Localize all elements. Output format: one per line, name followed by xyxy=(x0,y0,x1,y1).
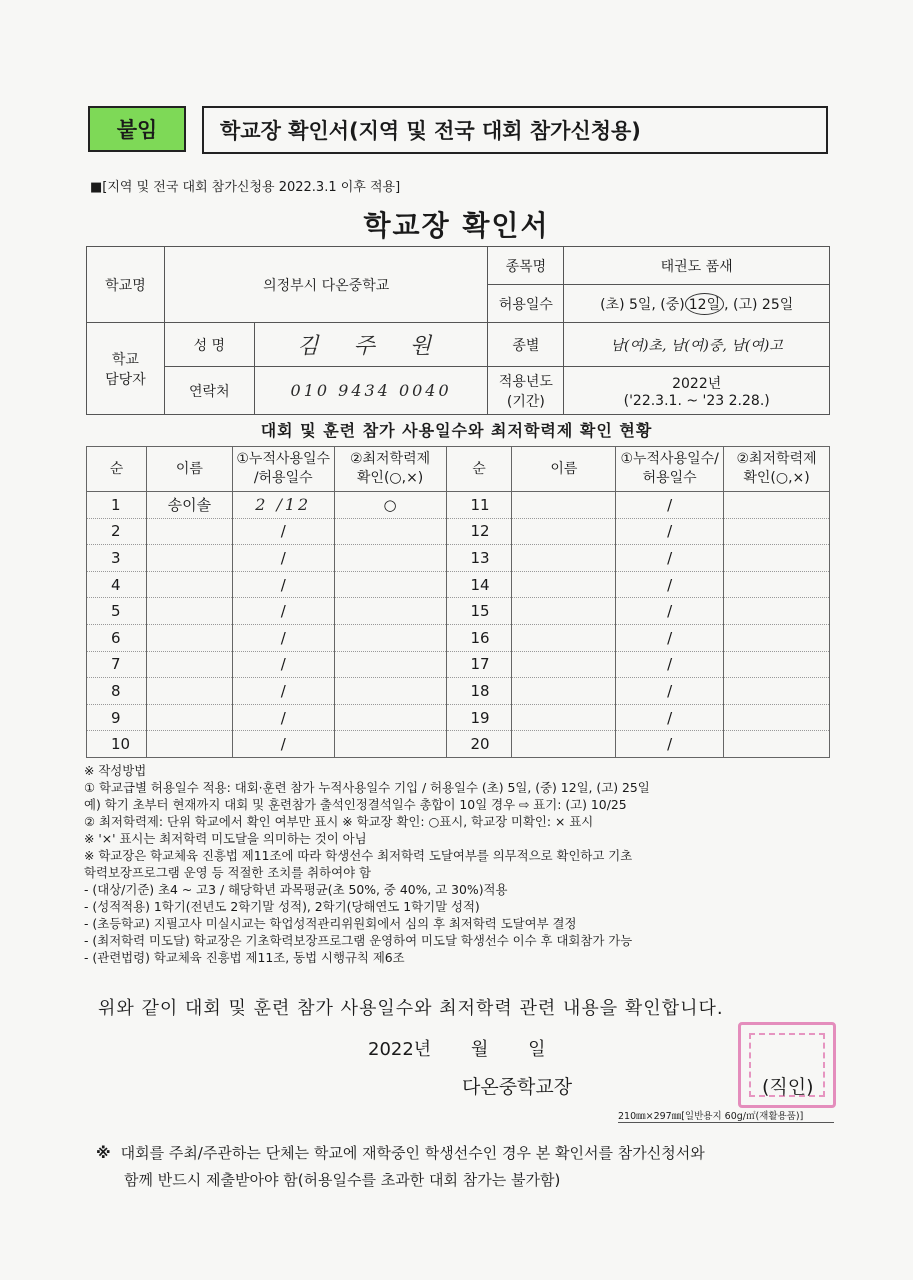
row-number: 19 xyxy=(446,704,512,731)
used-days: / xyxy=(616,704,724,731)
date-day: 일 xyxy=(528,1039,546,1060)
academic-check xyxy=(724,598,830,625)
academic-check xyxy=(334,651,446,678)
instruction-heading: ※ 작성방법 xyxy=(84,763,147,778)
student-name: 송이솔 xyxy=(146,492,232,519)
used-days: / xyxy=(616,571,724,598)
academic-check xyxy=(334,571,446,598)
student-name xyxy=(512,651,616,678)
header-days-line1: ①누적사용일수 xyxy=(236,451,331,467)
academic-check xyxy=(724,704,830,731)
signature-date xyxy=(368,1035,579,1061)
header-name-right: 이름 xyxy=(512,447,616,492)
table-row xyxy=(87,651,830,678)
used-days: / xyxy=(232,598,334,625)
seal-label: (직인) xyxy=(762,1076,814,1098)
student-name xyxy=(146,731,232,758)
header-days xyxy=(232,447,334,492)
attachment-label: 붙임 xyxy=(88,106,186,152)
row-number: 1 xyxy=(87,492,147,519)
academic-check xyxy=(334,624,446,651)
footer-text-1: 대회를 주최/주관하는 단체는 학교에 재학중인 학생선수인 경우 본 확인서를 참가신청서와 xyxy=(120,1144,705,1162)
row-number: 2 xyxy=(87,518,147,545)
header-days-right-line2: 허용일수 xyxy=(642,470,697,486)
allowed-days-circled: 12일 xyxy=(685,293,724,315)
student-name xyxy=(512,571,616,598)
row-number: 20 xyxy=(446,731,512,758)
header-academic-right xyxy=(724,447,830,492)
used-days: / xyxy=(232,624,334,651)
table-row xyxy=(87,624,830,651)
event-value: 태권도 품새 xyxy=(564,247,830,285)
instruction-line: - (초등학교) 지필고사 미실시교는 학업성적관리위원회에서 심의 후 최저학력 도달여부 결정 xyxy=(84,916,577,931)
header-academic-line2: 확인(○,×) xyxy=(356,470,424,486)
row-number: 16 xyxy=(446,624,512,651)
academic-check xyxy=(334,704,446,731)
used-days: / xyxy=(616,651,724,678)
instruction-line: - (대상/기준) 초4 ~ 고3 / 해당학년 과목평균(초 50%, 중 40%, 고 30%)적용 xyxy=(84,882,508,897)
staff-label-line2: 담당자 xyxy=(105,371,146,388)
instruction-line: - (성적적용) 1학기(전년도 2학기말 성적), 2학기(당해연도 1학기말 성적) xyxy=(84,899,480,914)
student-name xyxy=(512,624,616,651)
row-number: 5 xyxy=(87,598,147,625)
academic-check xyxy=(334,518,446,545)
student-name xyxy=(146,651,232,678)
academic-check xyxy=(724,492,830,519)
instruction-line: - (최저학력 미도달) 학교장은 기초학력보장프로그램 운영하여 미도달 학생선수 이수 후 대회참가 가능 xyxy=(84,933,633,948)
table-row xyxy=(87,704,830,731)
academic-check xyxy=(334,545,446,572)
row-number: 3 xyxy=(87,545,147,572)
academic-check: ○ xyxy=(334,492,446,519)
academic-check xyxy=(334,731,446,758)
student-name xyxy=(146,704,232,731)
student-name xyxy=(146,571,232,598)
instruction-line: ※ '×' 표시는 최저학력 미도달을 의미하는 것이 아님 xyxy=(84,831,367,846)
row-number: 17 xyxy=(446,651,512,678)
allowed-days-value xyxy=(564,285,830,323)
table-row xyxy=(87,518,830,545)
event-label: 종목명 xyxy=(488,247,564,285)
footer-note xyxy=(96,1140,816,1194)
year-label-line1: 적용년도 xyxy=(498,373,553,390)
reference-mark: ※ xyxy=(96,1144,111,1162)
header-academic-right-line2: 확인(○,×) xyxy=(743,470,810,486)
info-table xyxy=(86,246,830,415)
allowed-days-part1: (초) 5일, (중) xyxy=(600,296,685,313)
allowed-days-part2: , (고) 25일 xyxy=(724,296,794,313)
date-month: 월 xyxy=(470,1039,489,1060)
row-number: 14 xyxy=(446,571,512,598)
academic-check xyxy=(724,678,830,705)
row-number: 18 xyxy=(446,678,512,705)
student-name xyxy=(512,518,616,545)
school-value: 의정부시 다온중학교 xyxy=(164,247,488,323)
used-days: / xyxy=(616,545,724,572)
row-number: 7 xyxy=(87,651,147,678)
used-days: / xyxy=(616,678,724,705)
footer-line-1 xyxy=(96,1140,816,1167)
table-row xyxy=(87,492,830,519)
header-academic-right-line1: ②최저학력제 xyxy=(736,451,817,467)
staff-label xyxy=(87,323,165,415)
instruction-line: 학력보장프로그램 운영 등 적절한 조치를 취하여야 함 xyxy=(84,865,371,880)
used-days: / xyxy=(232,704,334,731)
name-value: 김 주 원 xyxy=(254,323,488,367)
contact-value: 010 9434 0040 xyxy=(254,367,488,415)
header-title: 학교장 확인서(지역 및 전국 대회 참가신청용) xyxy=(202,106,828,154)
instructions xyxy=(84,762,844,966)
principal-name: 다온중학교장 xyxy=(462,1076,573,1098)
staff-label-line1: 학교 xyxy=(111,351,139,368)
instruction-line: 예) 학기 초부터 현재까지 대회 및 훈련참가 출석인정결석일수 총합이 10일 경우 ⇨ 표기: (고) 10/25 xyxy=(84,797,627,812)
contact-label: 연락처 xyxy=(164,367,254,415)
row-number: 4 xyxy=(87,571,147,598)
year-value: 2022년 xyxy=(672,375,722,392)
allowed-days-label: 허용일수 xyxy=(488,285,564,323)
used-days: / xyxy=(616,492,724,519)
header-days-right-line1: ①누적사용일수/ xyxy=(620,451,719,467)
student-name xyxy=(146,678,232,705)
used-days: / xyxy=(232,678,334,705)
header-academic xyxy=(334,447,446,492)
student-name xyxy=(512,598,616,625)
footer-line-2: 함께 반드시 제출받아야 함(허용일수를 초과한 대회 참가는 불가함) xyxy=(124,1171,561,1189)
year-label-line2: (기간) xyxy=(506,393,545,410)
table-row xyxy=(87,731,830,758)
header-academic-line1: ②최저학력제 xyxy=(349,451,431,467)
usage-table xyxy=(86,446,830,758)
paper-spec: 210㎜×297㎜[일반용지 60g/㎡(재활용품)] xyxy=(618,1108,834,1123)
used-days: / xyxy=(616,518,724,545)
used-days: / xyxy=(232,571,334,598)
used-days: / xyxy=(232,651,334,678)
header-seq: 순 xyxy=(87,447,147,492)
category-label: 종별 xyxy=(488,323,564,367)
used-days: / xyxy=(616,598,724,625)
row-number: 12 xyxy=(446,518,512,545)
student-name xyxy=(146,598,232,625)
row-number: 10 xyxy=(87,731,147,758)
header-days-line2: /허용일수 xyxy=(253,470,313,486)
used-days: / xyxy=(616,624,724,651)
header-seq-right: 순 xyxy=(446,447,512,492)
table-row xyxy=(87,571,830,598)
student-name xyxy=(512,704,616,731)
instruction-line: ① 학교급별 허용일수 적용: 대회·훈련 참가 누적사용일수 기입 / 허용일수 (초) 5일, (중) 12일, (고) 25일 xyxy=(84,780,650,795)
table-row xyxy=(87,545,830,572)
used-days: 2 /12 xyxy=(232,492,334,519)
row-number: 15 xyxy=(446,598,512,625)
student-name xyxy=(512,678,616,705)
student-name xyxy=(146,545,232,572)
academic-check xyxy=(724,624,830,651)
academic-check xyxy=(724,518,830,545)
notice-text: ■[지역 및 전국 대회 참가신청용 2022.3.1 이후 적용] xyxy=(90,180,401,195)
category-value: 남(여)초, 남(여)중, 남(여)고 xyxy=(564,323,830,367)
instruction-line: ※ 학교장은 학교체육 진흥법 제11조에 따라 학생선수 최저학력 도달여부를 의무적으로 확인하고 기초 xyxy=(84,848,633,863)
page-title: 학교장 확인서 xyxy=(363,209,550,242)
usage-table-body xyxy=(87,492,830,758)
year-label xyxy=(488,367,564,415)
row-number: 11 xyxy=(446,492,512,519)
instruction-line: ② 최저학력제: 단위 학교에서 확인 여부만 표시 ※ 학교장 확인: ○표시, 학교장 미확인: × 표시 xyxy=(84,814,594,829)
header-name: 이름 xyxy=(146,447,232,492)
academic-check xyxy=(334,678,446,705)
instruction-line: - (관련법령) 학교체육 진흥법 제11조, 동법 시행규칙 제6조 xyxy=(84,950,405,965)
academic-check xyxy=(724,545,830,572)
used-days: / xyxy=(232,518,334,545)
academic-check xyxy=(334,598,446,625)
date-year: 2022년 xyxy=(368,1039,432,1060)
row-number: 9 xyxy=(87,704,147,731)
used-days: / xyxy=(232,545,334,572)
confirmation-text: 위와 같이 대회 및 훈련 참가 사용일수와 최저학력 관련 내용을 확인합니다. xyxy=(98,998,724,1019)
academic-check xyxy=(724,651,830,678)
school-label: 학교명 xyxy=(87,247,165,323)
student-name xyxy=(146,624,232,651)
student-name xyxy=(512,492,616,519)
row-number: 8 xyxy=(87,678,147,705)
used-days: / xyxy=(232,731,334,758)
academic-check xyxy=(724,571,830,598)
year-period: ('22.3.1. ~ '23 2.28.) xyxy=(623,392,770,409)
section-title: 대회 및 훈련 참가 사용일수와 최저학력제 확인 현황 xyxy=(260,421,653,440)
academic-check xyxy=(724,731,830,758)
row-number: 6 xyxy=(87,624,147,651)
header-days-right xyxy=(616,447,724,492)
student-name xyxy=(512,545,616,572)
year-value-cell xyxy=(564,367,830,415)
student-name xyxy=(146,518,232,545)
used-days: / xyxy=(616,731,724,758)
table-row xyxy=(87,678,830,705)
row-number: 13 xyxy=(446,545,512,572)
student-name xyxy=(512,731,616,758)
table-row xyxy=(87,598,830,625)
name-label: 성 명 xyxy=(164,323,254,367)
